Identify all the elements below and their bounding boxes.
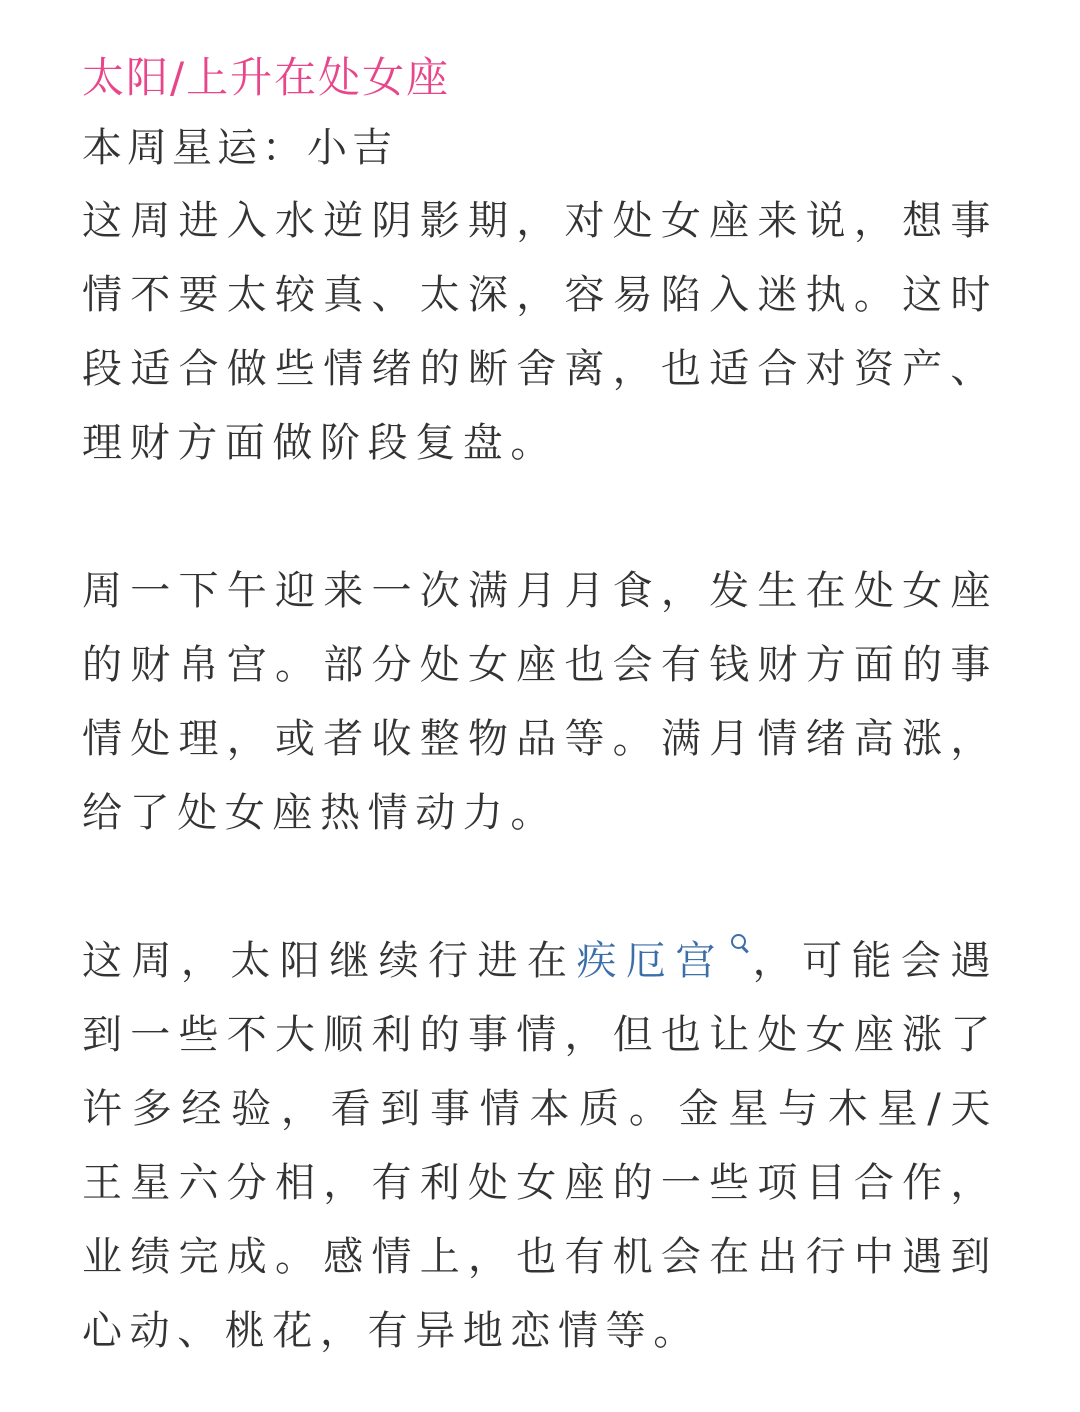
paragraph-1: 这周进入水逆阴影期，对处女座来说，想事情不要太较真、太深，容易陷入迷执。这时段适合做些情绪的断舍离，也适合对资产、理财方面做阶段复盘。 <box>82 198 998 466</box>
paragraph-2: 周一下午迎来一次满月月食，发生在处女座的财帛宫。部分处女座也会有钱财方面的事情处理，或者收整物品等。满月情绪高涨，给了处女座热情动力。 <box>82 568 998 836</box>
paragraph-spacer <box>82 480 998 554</box>
paragraph-3-rest: ，可能会遇到一些不大顺利的事情，但也让处女座涨了许多经验，看到事情本质。金星与木星/天王星六分相，有利处女座的一些项目合作，业绩完成。感情上，也有机会在出行中遇到心动、桃花，有异地恋情等。 <box>82 938 998 1354</box>
keyword-link-label[interactable]: 疾厄宫 <box>576 938 725 984</box>
weekly-fortune: 本周星运：小吉 <box>82 125 397 171</box>
paragraph-3 <box>82 924 998 1368</box>
search-icon[interactable] <box>729 934 749 956</box>
section-title: 太阳/上升在处女座 <box>82 53 451 102</box>
keyword-link-jie-gong[interactable] <box>576 938 750 984</box>
article-content <box>82 44 998 1368</box>
paragraph-spacer <box>82 850 998 924</box>
paragraph-3-lead: 这周，太阳继续行进在 <box>82 938 577 984</box>
